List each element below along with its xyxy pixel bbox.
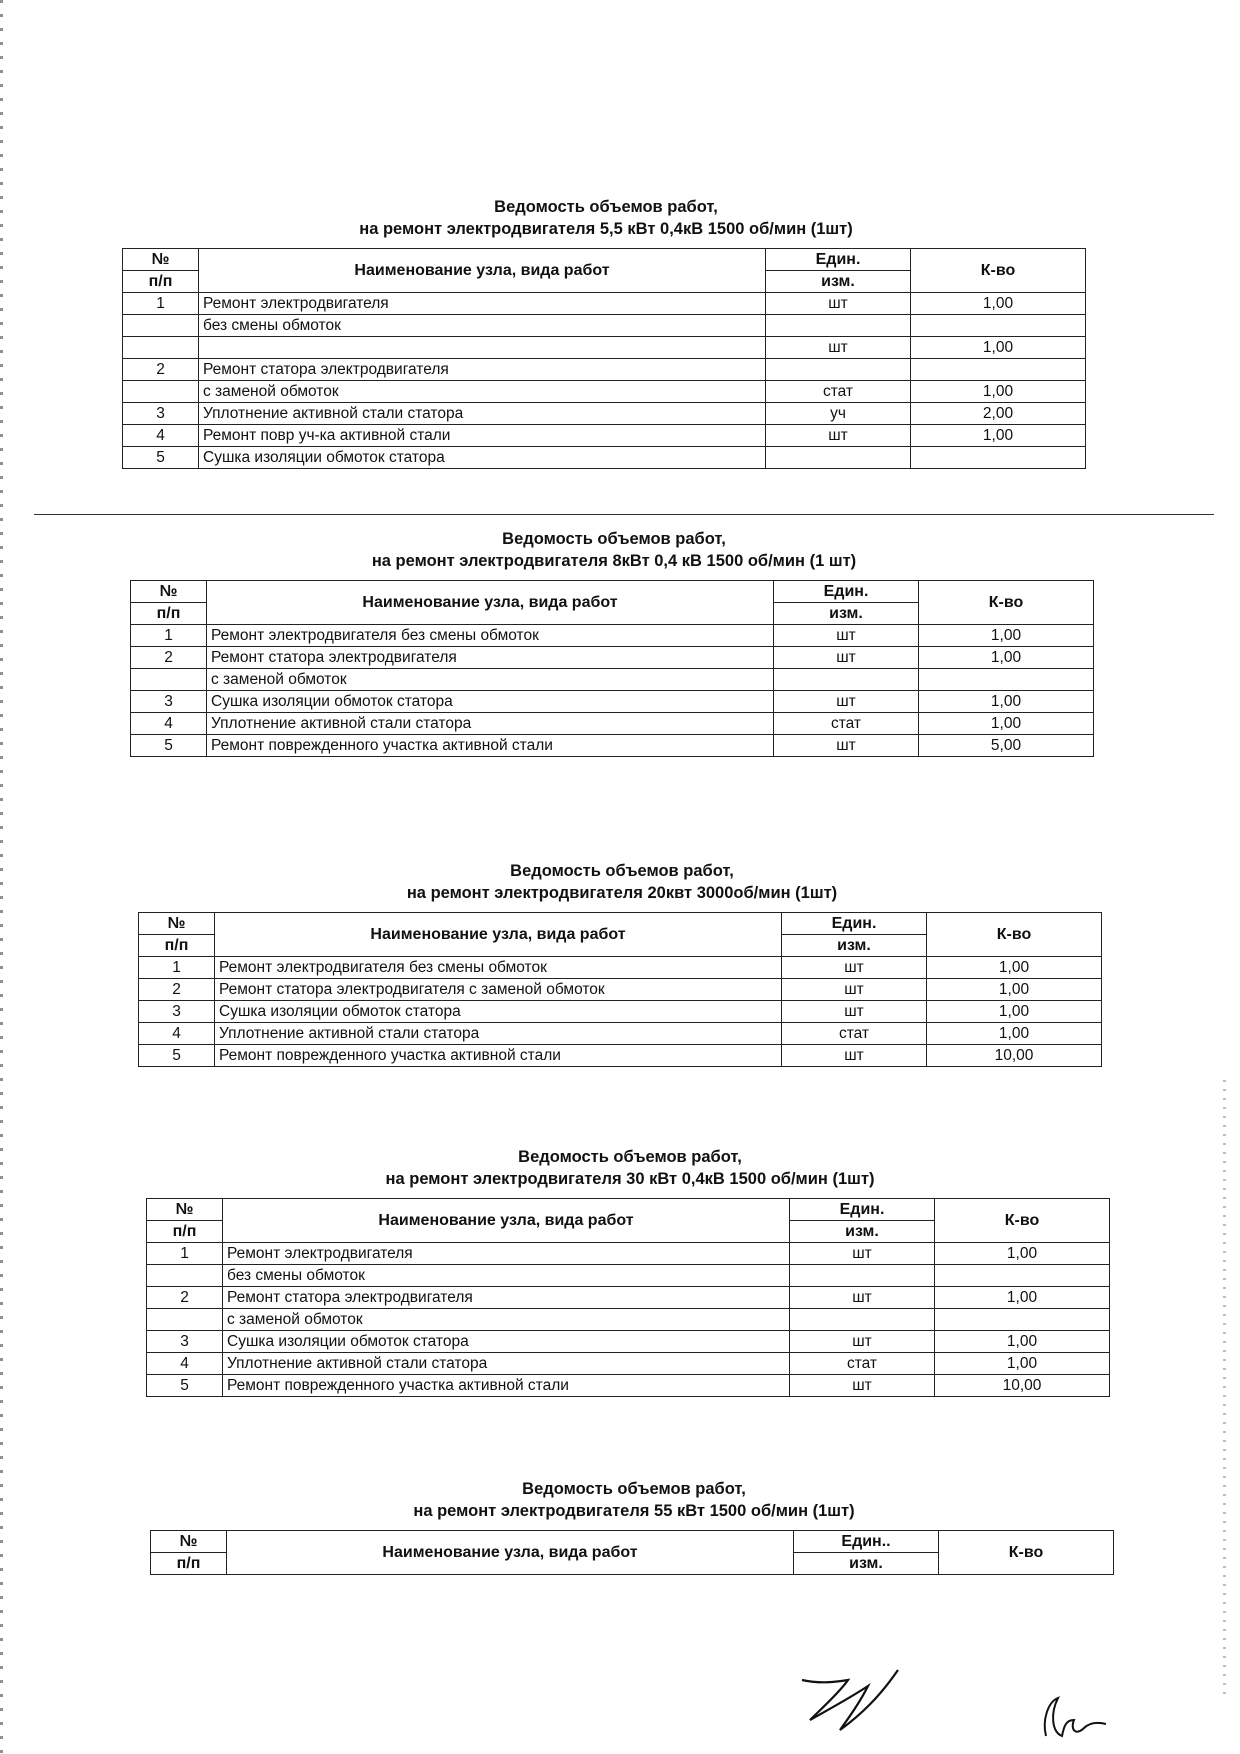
table-row — [147, 1375, 1110, 1397]
row-quantity: 2,00 — [911, 403, 1086, 425]
row-number: 2 — [131, 647, 207, 669]
section-title: Ведомость объемов работ, — [518, 1148, 742, 1166]
row-work-name: Уплотнение активной стали статора — [215, 1023, 782, 1045]
row-unit — [766, 315, 911, 337]
row-number — [131, 669, 207, 691]
header-number-sub: п/п — [123, 271, 199, 293]
row-number: 5 — [131, 735, 207, 757]
header-number: № — [151, 1531, 227, 1553]
header-work-name: Наименование узла, вида работ — [199, 249, 766, 293]
row-work-name: Уплотнение активной стали статора — [223, 1353, 790, 1375]
row-quantity: 10,00 — [927, 1045, 1102, 1067]
header-unit: Един. — [774, 581, 919, 603]
row-unit: шт — [774, 625, 919, 647]
row-work-name: Ремонт электродвигателя — [223, 1243, 790, 1265]
row-quantity: 1,00 — [935, 1353, 1110, 1375]
row-work-name: Ремонт электродвигателя без смены обмоток — [207, 625, 774, 647]
works-table — [150, 1530, 1114, 1575]
row-quantity: 1,00 — [935, 1331, 1110, 1353]
row-quantity: 1,00 — [927, 979, 1102, 1001]
header-unit: Един.. — [794, 1531, 939, 1553]
section-subtitle: на ремонт электродвигателя 8кВт 0,4 кВ 1500 об/мин (1 шт) — [371, 552, 857, 570]
row-quantity: 1,00 — [927, 1001, 1102, 1023]
table-row — [131, 669, 1094, 691]
row-quantity: 1,00 — [919, 647, 1094, 669]
row-number — [147, 1265, 223, 1287]
header-quantity: К-во — [919, 581, 1094, 625]
row-work-name: Уплотнение активной стали статора — [199, 403, 766, 425]
row-number: 3 — [131, 691, 207, 713]
header-unit: Един. — [766, 249, 911, 271]
row-work-name — [199, 337, 766, 359]
row-number: 3 — [147, 1331, 223, 1353]
row-number: 1 — [139, 957, 215, 979]
row-unit: уч — [766, 403, 911, 425]
signature-2 — [1045, 1698, 1106, 1736]
section-title: Ведомость объемов работ, — [522, 1480, 746, 1498]
row-quantity — [935, 1309, 1110, 1331]
row-quantity: 1,00 — [935, 1243, 1110, 1265]
row-unit — [766, 359, 911, 381]
table-header-row — [147, 1199, 1110, 1221]
row-unit: шт — [782, 1045, 927, 1067]
section-title: Ведомость объемов работ, — [502, 530, 726, 548]
table-row — [131, 691, 1094, 713]
row-quantity: 5,00 — [919, 735, 1094, 757]
row-unit: шт — [790, 1243, 935, 1265]
header-work-name: Наименование узла, вида работ — [207, 581, 774, 625]
table-row — [123, 315, 1086, 337]
row-unit: шт — [766, 293, 911, 315]
row-number: 3 — [139, 1001, 215, 1023]
row-quantity — [919, 669, 1094, 691]
row-unit: шт — [782, 957, 927, 979]
row-unit: стат — [782, 1023, 927, 1045]
table-row — [147, 1331, 1110, 1353]
row-quantity — [911, 315, 1086, 337]
row-work-name: с заменой обмоток — [223, 1309, 790, 1331]
row-quantity: 1,00 — [935, 1287, 1110, 1309]
row-work-name: Ремонт электродвигателя — [199, 293, 766, 315]
section-4 — [146, 1146, 1114, 1397]
row-number: 1 — [123, 293, 199, 315]
row-number: 4 — [139, 1023, 215, 1045]
table-row — [131, 625, 1094, 647]
table-row — [147, 1287, 1110, 1309]
row-number — [123, 315, 199, 337]
table-row — [147, 1309, 1110, 1331]
header-quantity: К-во — [927, 913, 1102, 957]
signatures — [780, 1640, 1140, 1750]
header-unit-sub: изм. — [774, 603, 919, 625]
row-number: 4 — [131, 713, 207, 735]
row-quantity — [911, 447, 1086, 469]
table-row — [123, 359, 1086, 381]
header-work-name: Наименование узла, вида работ — [215, 913, 782, 957]
header-number-sub: п/п — [131, 603, 207, 625]
row-quantity: 1,00 — [919, 691, 1094, 713]
row-work-name: Сушка изоляции обмоток статора — [223, 1331, 790, 1353]
table-row — [139, 1045, 1102, 1067]
row-number: 3 — [123, 403, 199, 425]
row-work-name: без смены обмоток — [223, 1265, 790, 1287]
section-3 — [138, 860, 1106, 1067]
row-work-name: с заменой обмоток — [199, 381, 766, 403]
row-unit: стат — [774, 713, 919, 735]
table-row — [131, 647, 1094, 669]
table-row — [139, 1001, 1102, 1023]
section-2 — [130, 528, 1098, 757]
row-quantity — [911, 359, 1086, 381]
row-work-name: Уплотнение активной стали статора — [207, 713, 774, 735]
row-number: 2 — [147, 1287, 223, 1309]
row-work-name: Ремонт статора электродвигателя — [207, 647, 774, 669]
row-quantity: 1,00 — [919, 625, 1094, 647]
row-quantity: 1,00 — [911, 425, 1086, 447]
signature-1 — [802, 1670, 898, 1730]
row-number: 5 — [139, 1045, 215, 1067]
table-row — [131, 713, 1094, 735]
row-number: 5 — [123, 447, 199, 469]
row-quantity: 1,00 — [911, 337, 1086, 359]
row-work-name: Ремонт статора электродвигателя — [223, 1287, 790, 1309]
row-quantity: 10,00 — [935, 1375, 1110, 1397]
table-row — [123, 403, 1086, 425]
section-subtitle: на ремонт электродвигателя 30 кВт 0,4кВ 1500 об/мин (1шт) — [385, 1170, 875, 1188]
header-unit: Един. — [790, 1199, 935, 1221]
header-number-sub: п/п — [151, 1553, 227, 1575]
row-quantity: 1,00 — [927, 957, 1102, 979]
row-quantity: 1,00 — [911, 293, 1086, 315]
row-unit: стат — [766, 381, 911, 403]
table-row — [147, 1265, 1110, 1287]
row-number: 2 — [139, 979, 215, 1001]
table-row — [147, 1353, 1110, 1375]
header-number: № — [147, 1199, 223, 1221]
header-quantity: К-во — [939, 1531, 1114, 1575]
table-row — [139, 979, 1102, 1001]
table-header-row — [151, 1531, 1114, 1553]
row-unit: шт — [790, 1331, 935, 1353]
row-work-name: без смены обмоток — [199, 315, 766, 337]
header-unit-sub: изм. — [794, 1553, 939, 1575]
section-subtitle: на ремонт электродвигателя 20квт 3000об/мин (1шт) — [406, 884, 838, 902]
table-header-row — [123, 249, 1086, 271]
section-1 — [122, 196, 1090, 469]
row-number — [123, 381, 199, 403]
table-row — [131, 735, 1094, 757]
table-row — [123, 425, 1086, 447]
table-header-row — [131, 581, 1094, 603]
section-title: Ведомость объемов работ, — [494, 198, 718, 216]
header-number: № — [131, 581, 207, 603]
table-row — [139, 1023, 1102, 1045]
row-unit: шт — [782, 979, 927, 1001]
header-number: № — [139, 913, 215, 935]
row-work-name: Ремонт поврежденного участка активной стали — [223, 1375, 790, 1397]
row-work-name: Ремонт статора электродвигателя — [199, 359, 766, 381]
section-subtitle: на ремонт электродвигателя 55 кВт 1500 об/мин (1шт) — [413, 1502, 855, 1520]
table-header-row — [139, 913, 1102, 935]
table-row — [123, 337, 1086, 359]
row-quantity: 1,00 — [927, 1023, 1102, 1045]
row-unit — [790, 1309, 935, 1331]
row-number: 1 — [131, 625, 207, 647]
row-work-name: с заменой обмоток — [207, 669, 774, 691]
row-quantity — [935, 1265, 1110, 1287]
row-unit: шт — [790, 1375, 935, 1397]
row-unit: шт — [782, 1001, 927, 1023]
row-unit: шт — [766, 425, 911, 447]
row-number: 4 — [123, 425, 199, 447]
row-unit: шт — [774, 735, 919, 757]
header-unit: Един. — [782, 913, 927, 935]
header-work-name: Наименование узла, вида работ — [223, 1199, 790, 1243]
row-number: 4 — [147, 1353, 223, 1375]
row-work-name: Ремонт электродвигателя без смены обмоток — [215, 957, 782, 979]
row-work-name: Сушка изоляции обмоток статора — [207, 691, 774, 713]
row-work-name: Ремонт поврежденного участка активной стали — [215, 1045, 782, 1067]
header-number-sub: п/п — [147, 1221, 223, 1243]
header-unit-sub: изм. — [790, 1221, 935, 1243]
row-number: 5 — [147, 1375, 223, 1397]
row-number — [147, 1309, 223, 1331]
section-title: Ведомость объемов работ, — [510, 862, 734, 880]
row-work-name: Ремонт повр уч-ка активной стали — [199, 425, 766, 447]
row-unit — [790, 1265, 935, 1287]
header-unit-sub: изм. — [782, 935, 927, 957]
row-unit: шт — [774, 691, 919, 713]
row-unit — [774, 669, 919, 691]
scan-edge-right — [1223, 1080, 1226, 1700]
section-subtitle: на ремонт электродвигателя 5,5 кВт 0,4кВ 1500 об/мин (1шт) — [359, 220, 853, 238]
table-row — [139, 957, 1102, 979]
row-work-name: Ремонт поврежденного участка активной стали — [207, 735, 774, 757]
row-number: 1 — [147, 1243, 223, 1265]
row-number — [123, 337, 199, 359]
header-number-sub: п/п — [139, 935, 215, 957]
row-unit: шт — [790, 1287, 935, 1309]
row-unit — [766, 447, 911, 469]
scan-edge-left — [0, 0, 3, 1754]
header-quantity: К-во — [935, 1199, 1110, 1243]
page-divider-line — [34, 514, 1214, 515]
row-work-name: Сушка изоляции обмоток статора — [199, 447, 766, 469]
works-table — [138, 912, 1102, 1067]
row-quantity: 1,00 — [911, 381, 1086, 403]
header-work-name: Наименование узла, вида работ — [227, 1531, 794, 1575]
row-work-name: Ремонт статора электродвигателя с заменой обмоток — [215, 979, 782, 1001]
row-unit: шт — [766, 337, 911, 359]
works-table — [122, 248, 1086, 469]
section-5 — [150, 1478, 1118, 1575]
table-row — [123, 293, 1086, 315]
row-unit: стат — [790, 1353, 935, 1375]
works-table — [146, 1198, 1110, 1397]
header-quantity: К-во — [911, 249, 1086, 293]
header-number: № — [123, 249, 199, 271]
header-unit-sub: изм. — [766, 271, 911, 293]
table-row — [147, 1243, 1110, 1265]
row-number: 2 — [123, 359, 199, 381]
row-unit: шт — [774, 647, 919, 669]
table-row — [123, 447, 1086, 469]
row-quantity: 1,00 — [919, 713, 1094, 735]
table-row — [123, 381, 1086, 403]
works-table — [130, 580, 1094, 757]
row-work-name: Сушка изоляции обмоток статора — [215, 1001, 782, 1023]
